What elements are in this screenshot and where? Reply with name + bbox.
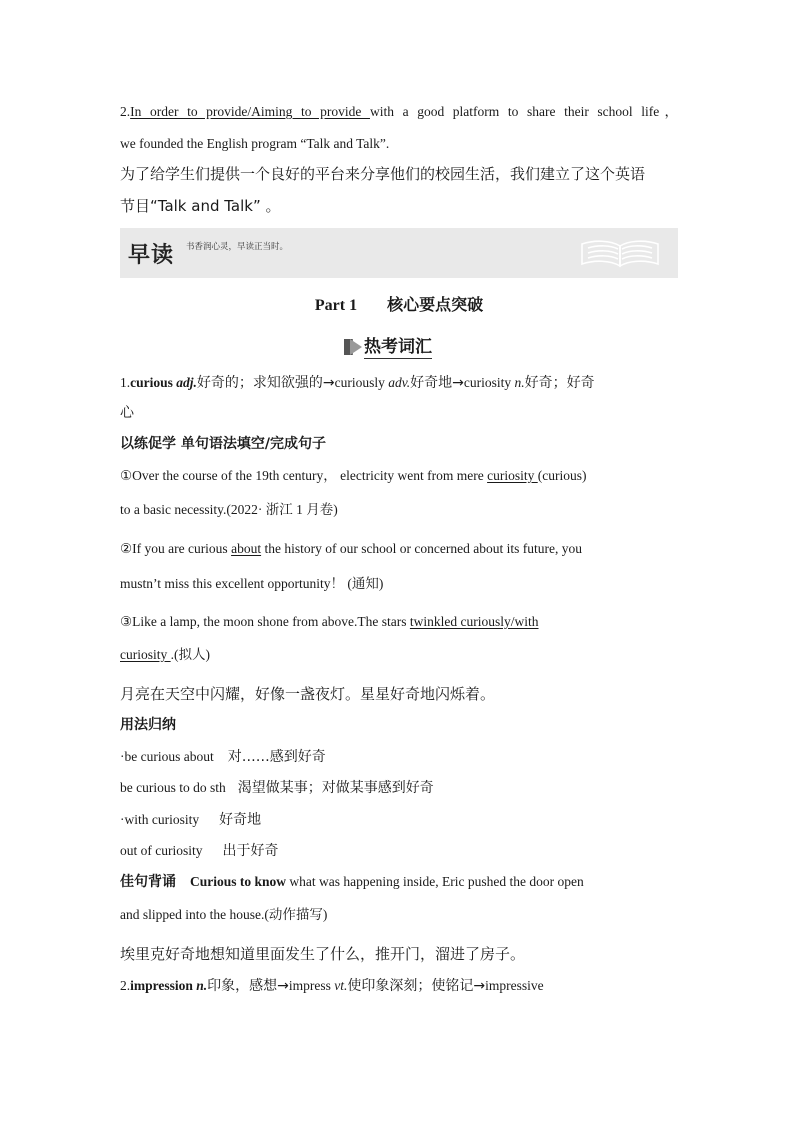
usage-item-2: [120, 778, 678, 798]
usage-heading: 用法归纳: [120, 717, 176, 733]
usage-meaning: 对……感到好奇: [227, 749, 326, 765]
usage-meaning: 出于好奇: [222, 843, 279, 859]
meaning: 印象，感想→: [207, 978, 289, 994]
usage-meaning: 渴望做某事；对做某事感到好奇: [237, 780, 434, 796]
sentence-text: ③Like a lamp, the moon shone from above.The stars: [120, 614, 410, 629]
open-book-icon: [580, 236, 660, 270]
derivative: curiously: [334, 375, 389, 390]
sentence-text: ②If you are curious: [120, 541, 232, 556]
part-heading: [120, 294, 678, 317]
example-2-line-2: mustn’t miss this excellent opportunity！ (通知): [120, 576, 384, 591]
sentence-text: with a good platform to share their school life，: [369, 104, 679, 119]
item-number: 2.: [120, 978, 131, 993]
word-entry-curious: [120, 373, 678, 393]
section-title: 热考词汇: [364, 337, 432, 357]
example-1-line-2: to a basic necessity.(2022· 浙江 1 月卷): [120, 502, 338, 517]
practice-heading: 以练促学 单句语法填空/完成句子: [120, 436, 326, 452]
part-label: Part 1: [314, 297, 358, 314]
answer-underline: curiosity: [487, 468, 538, 483]
good-sentence-line-2: and slipped into the house.(动作描写): [120, 907, 328, 922]
meaning-continuation: 心: [120, 405, 134, 421]
example-1-line-1: [120, 466, 678, 486]
prev-translation-line-1: 为了给学生们提供一个良好的平台来分享他们的校园生活，我们建立了这个英语: [120, 165, 646, 183]
answer-underline: twinkled curiously/with: [409, 614, 539, 629]
sentence-text: .(拟人): [170, 647, 210, 662]
answer-underline: about: [231, 541, 262, 556]
meaning: 好奇地→: [410, 375, 464, 391]
derivative: curiosity: [463, 375, 515, 390]
prev-sentence-line-2: we founded the English program “Talk and Talk”.: [120, 136, 390, 151]
sentence-text: the history of our school or concerned about its future, you: [261, 541, 582, 556]
good-sentence-translation: 埃里克好奇地想知道里面发生了什么，推开门，溜进了房子。: [120, 945, 526, 963]
meaning: 使印象深刻；使铭记→: [347, 978, 486, 994]
example-3-line-2: [120, 645, 678, 665]
answer-underline: curiosity: [120, 647, 171, 662]
meaning: 好奇的；求知欲强的→: [196, 375, 335, 391]
usage-phrase: ·with curiosity: [120, 812, 200, 827]
sentence-text: ①Over the course of the 19th century， electricity went from mere: [120, 468, 488, 483]
banner-title: 早读: [128, 243, 175, 268]
morning-reading-banner: [120, 228, 678, 278]
usage-item-1: [120, 747, 678, 767]
prev-translation-line-2: 节目“Talk and Talk” 。: [120, 197, 281, 215]
usage-item-3: [120, 810, 678, 830]
usage-phrase: ·be curious about: [120, 749, 214, 764]
example-3-line-1: [120, 612, 678, 632]
banner-subtitle: 书香润心灵，早读正当时。: [186, 242, 289, 252]
section-marker-arrow-icon: [350, 339, 362, 355]
usage-meaning: 好奇地: [219, 812, 262, 828]
part-of-speech: vt.: [334, 978, 348, 993]
item-number: 1.: [120, 375, 131, 390]
prev-sentence-line-1: [120, 102, 678, 122]
item-number: 2.: [120, 104, 131, 119]
good-sentence-label: 佳句背诵: [120, 874, 176, 890]
derivative: impressive: [485, 978, 544, 993]
good-sentence-line-1: [120, 872, 678, 892]
sentence-text: what was happening inside, Eric pushed the door open: [286, 874, 584, 889]
key-phrase: Curious to know: [190, 874, 287, 889]
usage-item-4: [120, 841, 678, 861]
usage-phrase: be curious to do sth: [120, 780, 226, 795]
answer-underline: In order to provide/Aiming to provide: [130, 104, 370, 119]
example-3-translation: 月亮在天空中闪耀，好像一盏夜灯。星星好奇地闪烁着。: [120, 685, 496, 703]
part-of-speech: adj.: [176, 375, 197, 390]
part-of-speech: n.: [514, 375, 525, 390]
headword: curious: [130, 375, 173, 390]
headword: impression: [130, 978, 193, 993]
meaning: 好奇；好奇: [524, 375, 595, 391]
part-of-speech: n.: [196, 978, 208, 993]
sentence-text: (curious): [537, 468, 587, 483]
usage-phrase: out of curiosity: [120, 843, 203, 858]
part-title: 核心要点突破: [387, 295, 484, 314]
example-2-line-1: [120, 539, 678, 559]
derivative: impress: [288, 978, 335, 993]
word-entry-impression: [120, 976, 678, 996]
part-of-speech: adv.: [388, 375, 411, 390]
